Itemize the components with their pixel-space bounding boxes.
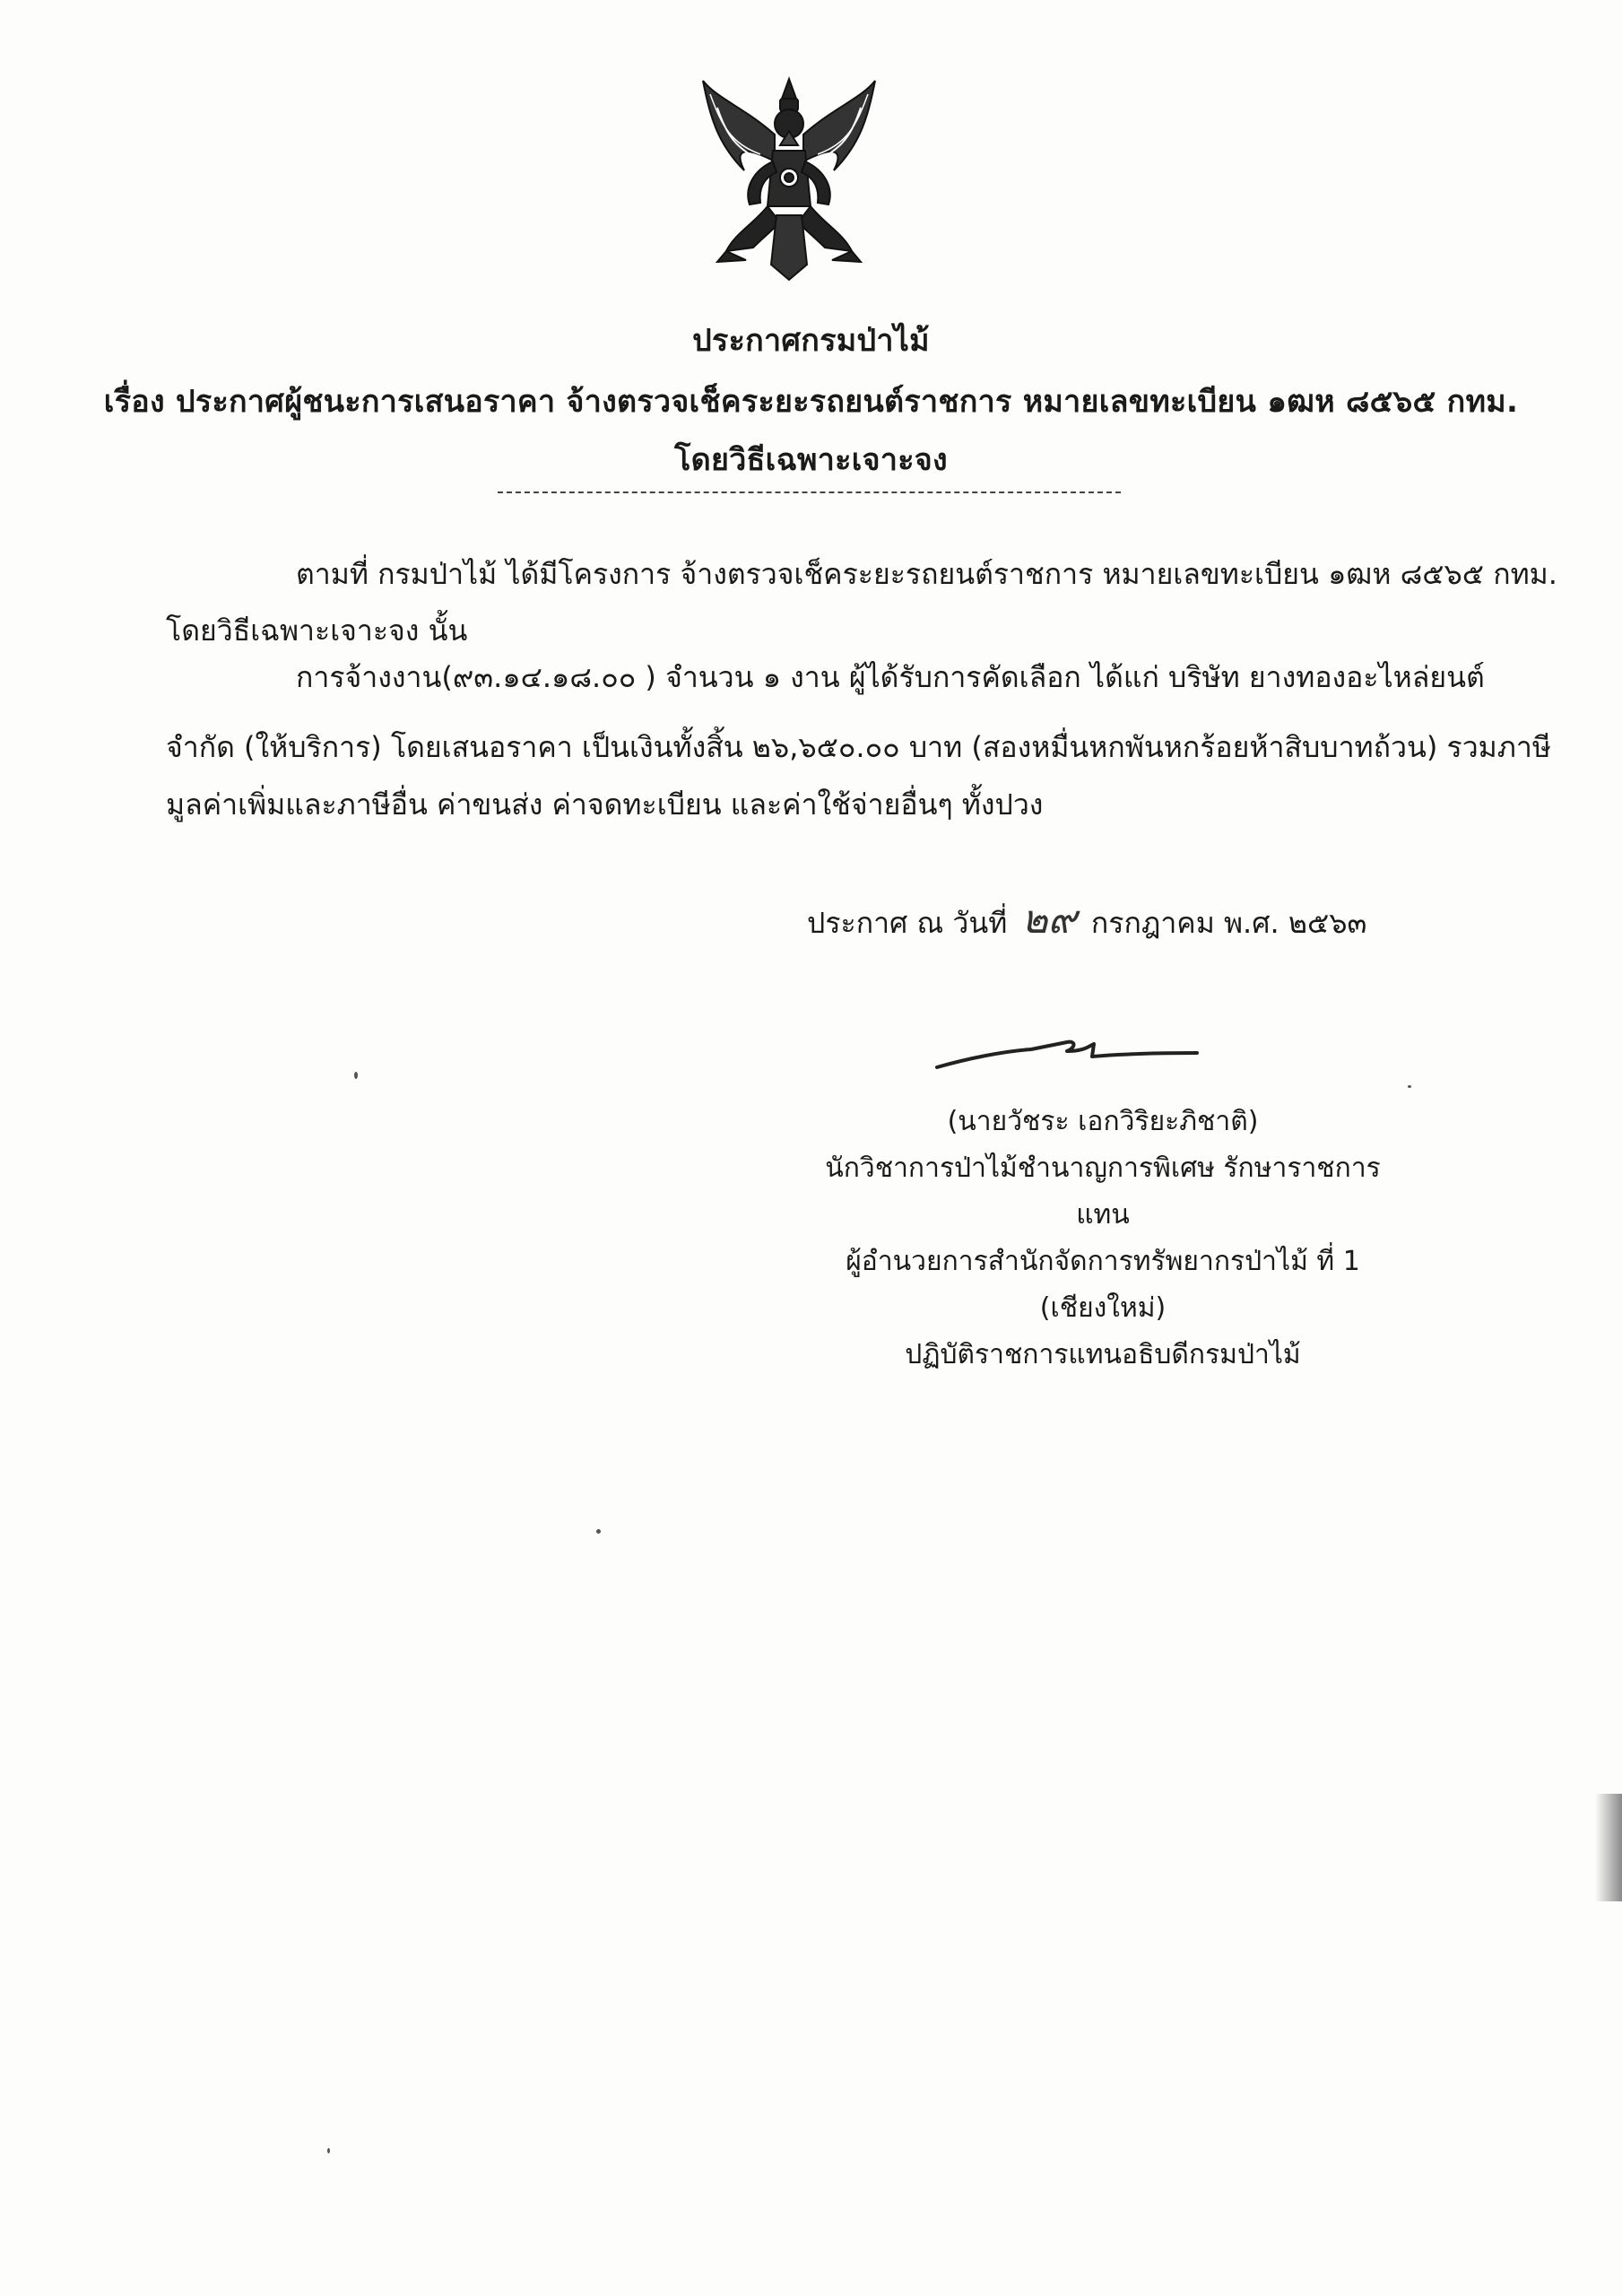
signatory-name: (นายวัชระ เอกวิริยะภิชาติ) (947, 1106, 1259, 1137)
signatory-position-1: นักวิชาการป่าไม้ชำนาญการพิเศษ รักษาราชการแทน (825, 1152, 1381, 1231)
signatory-position-2: ผู้อำนวยการสำนักจัดการทรัพยากรป่าไม้ ที่ 1 (เชียงใหม่) (846, 1246, 1360, 1324)
garuda-emblem-icon (690, 72, 888, 287)
announcement-method: โดยวิธีเฉพาะเจาะจง (674, 442, 948, 478)
body-paragraph-1-line-1: ตามที่ กรมป่าไม้ ได้มีโครงการ จ้างตรวจเช็คระยะรถยนต์ราชการ หมายเลขทะเบียน ๑ฒห ๘๕๖๕ กทม. (296, 557, 1557, 591)
date-day-handwritten: ๒๙ (1021, 897, 1077, 943)
scan-speck (1408, 1085, 1411, 1088)
date-prefix: ประกาศ ณ วันที่ (807, 906, 1008, 940)
announcement-subject: เรื่อง ประกาศผู้ชนะการเสนอราคา จ้างตรวจเช็คระยะรถยนต์ราชการ หมายเลขทะเบียน ๑ฒห ๘๕๖๕ กทม. (103, 384, 1519, 420)
signatory-position-3: ปฏิบัติราชการแทนอธิบดีกรมป่าไม้ (905, 1339, 1301, 1370)
scan-edge-shadow (1595, 1794, 1622, 1901)
scan-speck (327, 2148, 330, 2153)
separator-line (498, 491, 1121, 493)
signatory-block (807, 1099, 1399, 1378)
body-paragraph-2-line-3: มูลค่าเพิ่มและภาษีอื่น ค่าขนส่ง ค่าจดทะเบียน และค่าใช้จ่ายอื่นๆ ทั้งปวง (166, 787, 1044, 822)
scan-speck (596, 1529, 601, 1534)
scan-speck (354, 1072, 358, 1079)
body-paragraph-1-line-2: โดยวิธีเฉพาะเจาะจง นั้น (166, 613, 468, 648)
announcement-date (807, 888, 1366, 951)
body-paragraph-2-line-2: จำกัด (ให้บริการ) โดยเสนอราคา เป็นเงินทั้งสิ้น ๒๖,๖๕๐.๐๐ บาท (สองหมื่นหกพันหกร้อยห้าสิบบาทถ้วน) รวมภาษี (166, 730, 1551, 764)
signature-scribble (932, 1031, 1201, 1076)
body-paragraph-2-line-1: การจ้างงาน(๙๓.๑๔.๑๘.๐๐ ) จำนวน ๑ งาน ผู้ได้รับการคัดเลือก ได้แก่ บริษัท ยางทองอะไหล่ยนต์ (296, 660, 1485, 694)
announcement-title: ประกาศกรมป่าไม้ (692, 323, 930, 359)
date-month-year: กรกฎาคม พ.ศ. ๒๕๖๓ (1090, 906, 1367, 940)
